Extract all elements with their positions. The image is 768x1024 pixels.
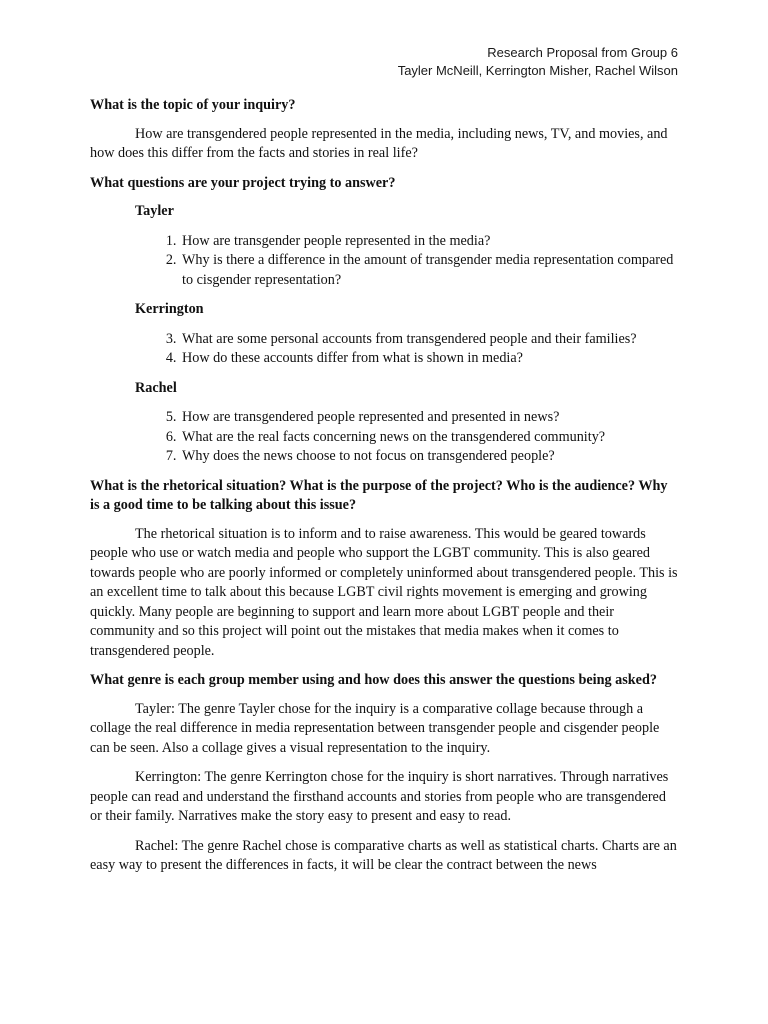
answer-genre-tayler: Tayler: The genre Tayler chose for the inquiry is a comparative collage because through a collage the real difference in media representation between transgender people and cisgender people can be seen. Also a collage gives a visual representation to the inquiry.: [90, 700, 660, 756]
list-item: 7. Why does the news choose to not focus on transgendered people?: [180, 447, 680, 467]
answer-rhetorical: The rhetorical situation is to inform and to raise awareness. This would be geared towards people who use or watch media and people who support the LGBT community. This is also geared towards people who are poorly informed or completely uninformed about transgendered people. This is an excellent time to talk about this because LGBT civil rights movement is emerging and growing quickly. Many people are beginning to support and learn more about LGBT people and their community and so this project will point out the mistakes that media makes when it comes to transgendered people.: [90, 525, 678, 659]
list-item: 2. Why is there a difference in the amount of transgender media representation compared to cisgender representation?: [180, 251, 680, 290]
question-topic: What is the topic of your inquiry?: [90, 97, 296, 113]
header-authors: Tayler McNeill, Kerrington Misher, Rachel Wilson: [397, 63, 678, 78]
question-project: What questions are your project trying to answer?: [90, 174, 396, 191]
page-header: [398, 44, 678, 80]
member-heading-tayler: Tayler: [135, 203, 174, 219]
list-item: 4. How do these accounts differ from what is shown in media?: [180, 349, 680, 369]
question-genre: What genre is each group member using and how does this answer the questions being asked?: [90, 672, 657, 688]
answer-genre-rachel: Rachel: The genre Rachel chose is comparative charts as well as statistical charts. Charts are an easy way to present the differences in facts, it will be clear the contract between the news: [90, 837, 677, 873]
answer-topic: How are transgendered people represented in the media, including news, TV, and movies, and how does this differ from the facts and stories in real life?: [90, 125, 668, 161]
tayler-question-list: [90, 232, 680, 291]
list-item: 1. How are transgender people represented in the media?: [180, 232, 680, 252]
rachel-question-list: [90, 408, 680, 467]
header-title: Research Proposal from Group 6: [487, 45, 678, 60]
list-item: 3. What are some personal accounts from transgendered people and their families?: [180, 330, 680, 350]
list-item: 6. What are the real facts concerning news on the transgendered community?: [180, 428, 680, 448]
list-item: 5. How are transgendered people represented and presented in news?: [180, 408, 680, 428]
member-heading-rachel: Rachel: [135, 379, 177, 396]
question-rhetorical: What is the rhetorical situation? What is the purpose of the project? Who is the audience? Why is a good time to be talking about this issue?: [90, 477, 668, 513]
member-heading-kerrington: Kerrington: [135, 301, 204, 317]
answer-genre-kerrington: Kerrington: The genre Kerrington chose for the inquiry is short narratives. Through narratives people can read and understand the firsthand accounts and stories from people who are transgendered or their family. Narratives make the story easy to present and easy to read.: [90, 769, 669, 824]
document-body: [90, 96, 680, 886]
kerrington-question-list: [90, 330, 680, 369]
